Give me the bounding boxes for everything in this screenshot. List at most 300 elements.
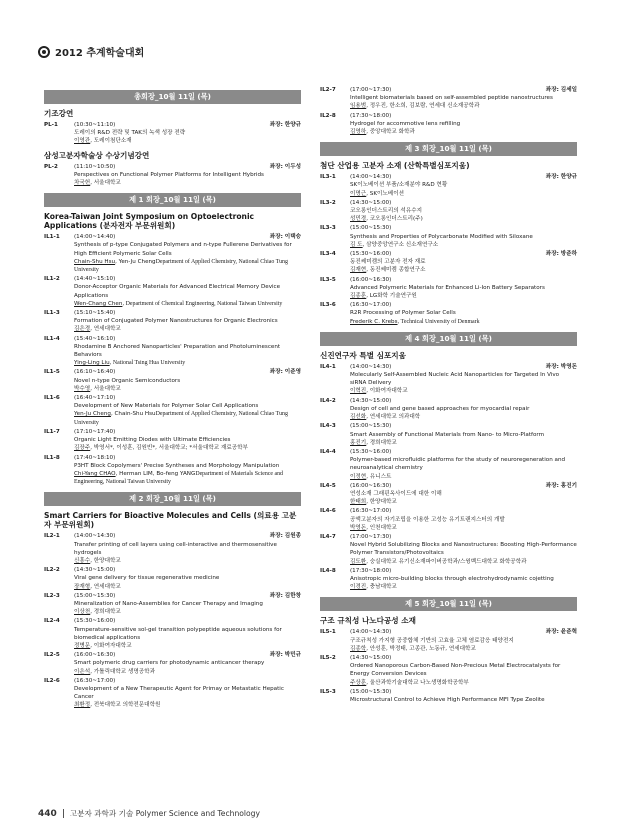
entry-time-line [350, 199, 577, 207]
program-entry [320, 199, 577, 224]
co-authors: , 경희대학교 [90, 609, 121, 616]
entry-time-line [74, 309, 301, 317]
entry-code: IL3-1 [320, 174, 336, 181]
entry-title: Design of cell and gene based approaches for myocardial repair [350, 405, 530, 412]
program-entry [44, 368, 301, 393]
entry-code: IL2-3 [44, 592, 60, 599]
entry-code: IL1-2 [44, 276, 60, 283]
entry-title: Synthesis and Properties of Polycarbonate Modified with Siloxane [350, 233, 533, 240]
entry-title: Formation of Conjugated Polymer Nanostructures for Organic Electronics [74, 318, 278, 325]
entry-code: IL2-7 [320, 87, 336, 93]
co-authors: , 도레이첨단소재 [90, 138, 132, 145]
presenter-name: 김도환 [350, 558, 367, 565]
co-authors: , 충남대학교 [366, 584, 397, 591]
entry-body [74, 121, 301, 146]
entry-time-line [74, 335, 301, 343]
entry-title: Donor-Acceptor Organic Materials for Advanced Electrical Memory Device Applications [74, 284, 281, 299]
entry-time-line [350, 567, 577, 575]
entry-code: IL4-3 [320, 423, 336, 430]
entry-authors [74, 583, 301, 591]
entry-time: (15:00~15:30) [350, 225, 392, 232]
entry-time: (14:40~15:10) [74, 276, 116, 283]
entry-authors [74, 557, 301, 565]
entry-code: IL4-6 [320, 508, 336, 515]
entry-time: (16:00~16:30) [350, 482, 392, 489]
entry-body [350, 173, 577, 198]
program-entry [320, 507, 577, 532]
entry-authors [74, 608, 301, 616]
entry-code: IL2-6 [44, 677, 60, 684]
presenter-name: 최환정 [74, 702, 91, 709]
presenter-name: 장재형 [74, 583, 91, 590]
entry-time: (16:40~17:10) [74, 395, 116, 402]
entry-body [350, 533, 577, 566]
entry-chair: 좌장: 김세일 [545, 87, 577, 93]
co-authors: , 안성훈, 박정태, 고종관, 노동규, 연세대학교 [366, 645, 476, 652]
entry-authors [350, 266, 577, 274]
entry-title: Hydrogel for accommotive lens refilling [350, 120, 461, 127]
entry-title: Smart polymeric drug carriers for photodynamic anticancer therapy [74, 660, 265, 667]
entry-time: (16:30~17:00) [74, 677, 116, 684]
entry-time: (17:30~18:00) [350, 567, 392, 574]
entry-time: (16:00~16:30) [74, 652, 116, 659]
program-entry [320, 533, 577, 566]
entry-body [74, 566, 301, 591]
program-entry [44, 617, 301, 650]
entry-time: (15:30~16:00) [74, 618, 116, 625]
entry-code: IL4-7 [320, 533, 336, 540]
entry-code: IL4-2 [320, 397, 336, 404]
entry-authors [350, 524, 577, 532]
entry-time: (17:10~17:40) [74, 428, 116, 435]
right-column [320, 86, 577, 705]
co-authors: , 숭실대학교 유기신소재파이버공학과/스윙벡드대학교 화학공학과 [366, 558, 527, 565]
entry-time-line [350, 533, 577, 541]
entry-time: (15:00~15:30) [350, 423, 392, 430]
co-authors: , Chain-Shu Hsu [110, 411, 156, 418]
entry-chair: 좌장: 김원종 [269, 533, 301, 540]
entry-time-line [74, 233, 301, 241]
entry-code: IL2-2 [44, 567, 60, 574]
co-authors: , SK이노베이션 [366, 190, 405, 197]
entry-time-line [74, 394, 301, 402]
entry-title: Perspectives on Functional Polymer Platforms for Intelligent Hybrids [74, 171, 264, 178]
program-entry [320, 567, 577, 592]
entry-code: IL1-6 [44, 395, 60, 402]
program-entry [320, 654, 577, 687]
entry-body [74, 335, 301, 368]
entry-chair: 좌장: 이택승 [269, 234, 301, 241]
co-authors: , 가톨릭대학교 생명공학과 [90, 668, 155, 675]
program-entry [320, 688, 577, 704]
section-title: Smart Carriers for Bioactive Molecules and Cells (의료용 고분자 부문위원회) [44, 511, 297, 530]
co-authors: , 전북대학교 의학전문대학원 [90, 702, 161, 709]
entry-body [350, 688, 577, 704]
entry-title: Development of a New Therapeutic Agent for Primay or Metastatic Hepatic Cancer [74, 685, 284, 701]
entry-code: IL1-7 [44, 428, 60, 435]
entry-body [74, 309, 301, 334]
entry-authors [74, 258, 301, 274]
entry-title: Organic Light Emitting Diodes with Ultimate Efficiencies [74, 437, 231, 444]
co-authors: , 연세대학교 [90, 583, 121, 590]
entry-title: SK이노베이션 부품/소재분야 R&D 현황 [350, 182, 448, 189]
presenter-name: 차국헌 [74, 180, 91, 187]
entry-title: 동진쎄미켐의 고분자 전자 재료 [350, 259, 426, 266]
program-entry [320, 173, 577, 198]
entry-time-line [74, 651, 301, 659]
program-entry [320, 422, 577, 447]
entry-authors [350, 679, 577, 687]
entry-title: Mineralization of Nano-Assemblies for Cancer Therapy and Imaging [74, 600, 263, 607]
program-entry [44, 428, 301, 453]
co-authors: , 경희대학교 [366, 439, 397, 446]
entry-authors [74, 300, 301, 308]
entry-time-line [350, 224, 577, 232]
presenter-name: 한태희 [350, 499, 367, 506]
entry-body [350, 482, 577, 507]
entry-time-line [350, 507, 577, 515]
entry-code: IL3-2 [320, 199, 336, 206]
entry-body [350, 301, 577, 326]
entry-body [350, 86, 577, 111]
co-authors: , 중앙대학교 화학과 [366, 129, 415, 136]
program-entry [320, 397, 577, 422]
program-entry [320, 276, 577, 301]
entry-title: 도레이의 R&D 전략 및 TAK의 녹색 성장 전략 [74, 130, 186, 137]
section-title: 기조강연 [44, 109, 74, 118]
page-footer [38, 808, 260, 819]
entry-authors [350, 498, 577, 506]
session-banner: 제 1 회장_10월 11일 (목) [44, 193, 301, 207]
entry-time: (14:00~14:30) [350, 629, 392, 636]
entry-body [74, 454, 301, 487]
entry-authors [74, 137, 301, 145]
affiliation: Department of Chemical Engineering, National Taiwan University [124, 300, 283, 307]
entry-authors [74, 410, 301, 426]
entry-title: Novel Hybrid Solubilizing Blocks and Nanostructures: Boosting High-Performance Polymer Transistors/Photovoltaics [350, 542, 577, 557]
entry-authors [350, 645, 577, 653]
presenter-name: Frederik C. Krebs [350, 318, 398, 325]
entry-code: IL3-6 [320, 302, 336, 309]
entry-time-line [350, 276, 577, 284]
co-authors: , 서울대학교 [90, 180, 121, 187]
entry-title: 구조규칙성 가지형 공중합체 기반의 고효율 고체 염료감응 태양전지 [350, 637, 514, 644]
entry-code: IL5-2 [320, 654, 336, 661]
entry-time: (17:00~17:30) [350, 87, 392, 93]
entry-title: Molecularly Self-Assembled Nucleic Acid Nanoparticles for Targeted In Vivo siRNA Delivery [350, 372, 560, 387]
entry-code: IL1-3 [44, 310, 60, 317]
section-title: 삼성고분자학술상 수상기념강연 [44, 150, 150, 160]
entry-authors [350, 318, 577, 326]
entry-body [350, 422, 577, 447]
session-banner: 제 3 회장_10월 11일 (목) [320, 142, 577, 156]
entry-time-line [74, 677, 301, 685]
entry-code: IL5-3 [320, 688, 336, 695]
entry-time-line [350, 250, 577, 258]
entry-body [74, 532, 301, 565]
section-title: 신진연구자 특별 심포지움 [320, 350, 406, 360]
presenter-name: 김선화 [350, 414, 367, 421]
entry-body [350, 276, 577, 301]
presenter-name: 이경진 [350, 584, 367, 591]
entry-title: Intelligent biomaterials based on self-assembled peptide nanostructures [350, 95, 553, 102]
presenter-name: 이혁진 [350, 388, 367, 395]
entry-authors [74, 701, 301, 709]
program-entry [44, 335, 301, 368]
entry-code: IL4-8 [320, 567, 336, 574]
entry-code: IL1-4 [44, 335, 60, 342]
entry-time: (14:30~15:00) [350, 397, 392, 404]
entry-title: Development of New Materials for Polymer Solar Cell Applications [74, 403, 259, 410]
program-entry [44, 566, 301, 591]
entry-body [350, 654, 577, 687]
entry-title: Temperature-sensitive sol-gel transition polypeptide aqueous solutions for biomedical applications [74, 626, 282, 641]
co-authors: , 한양대학교 [90, 557, 121, 564]
program-entry [44, 309, 301, 334]
entry-code: IL2-4 [44, 618, 60, 625]
entry-body [74, 394, 301, 427]
entry-time-line [74, 163, 301, 171]
entry-code: IL3-4 [320, 251, 336, 258]
entry-title: Smart Assembly of Functional Materials from Nano- to Micro-Platform [350, 431, 545, 438]
entry-code: PL-2 [44, 163, 58, 170]
presenter-name: 성민경 [350, 216, 367, 223]
program-entry [320, 482, 577, 507]
entry-time-line [74, 592, 301, 600]
entry-chair: 좌장: 김한창 [269, 592, 301, 599]
presenter-name: 임용범 [350, 103, 367, 110]
entry-body [74, 651, 301, 676]
session-banner: 제 4 회장_10월 11일 (목) [320, 332, 577, 346]
entry-time-line [350, 301, 577, 309]
co-authors: , Herman LIM, Bo-feng YANG [115, 470, 196, 477]
entry-authors [350, 241, 577, 249]
program-entry [320, 301, 577, 326]
entry-body [74, 428, 301, 453]
program-entry [44, 454, 301, 487]
co-authors: , [397, 318, 400, 325]
entry-time: (15:00~15:30) [74, 592, 116, 599]
entry-time: (17:40~18:10) [74, 454, 116, 461]
affiliation: Technical University of Denmark [399, 318, 480, 325]
entry-body [350, 363, 577, 396]
entry-code: IL1-1 [44, 234, 60, 241]
entry-title: 공액고분자의 자기조립을 이용한 고성능 유기트랜지스터의 개발 [350, 516, 505, 523]
entry-time: (16:30~17:00) [350, 508, 392, 515]
program-entry [44, 651, 301, 676]
presenter-name: 김종학 [350, 645, 367, 652]
program-entry [44, 233, 301, 274]
co-authors: , 이화여자대학교 [366, 388, 408, 395]
section-title: Korea-Taiwan Joint Symposium on Optoelectronic Applications (분자전자 부문위원회) [44, 212, 255, 231]
entry-time-line [350, 397, 577, 405]
entry-code: IL2-1 [44, 533, 60, 540]
entry-body [74, 233, 301, 274]
entry-authors [74, 325, 301, 333]
presenter-name: 정병문 [74, 642, 91, 649]
entry-body [350, 567, 577, 592]
presenter-name: 김장주 [74, 445, 91, 452]
circle-bullet-icon [38, 46, 50, 58]
session-banner: 제 5 회장_10월 11일 (목) [320, 597, 577, 611]
presenter-name: 김재현 [350, 267, 367, 274]
entry-time: (11:10~10:50) [74, 163, 116, 170]
presenter-name: 김영하 [350, 129, 367, 136]
program-entry [320, 628, 577, 653]
entry-authors [350, 413, 577, 421]
co-authors: , 한양대학교 [366, 499, 397, 506]
co-authors: , 삼양중앙연구소 신소재연구소 [362, 241, 439, 248]
entry-body [74, 163, 301, 188]
presenter-name: Chi-Yang CHAO [74, 470, 116, 477]
entry-code: IL1-5 [44, 369, 60, 376]
section-title: 구조 규칙성 나노다공성 소재 [320, 616, 416, 626]
entry-time-line [74, 454, 301, 462]
entry-time: (14:00~14:40) [74, 234, 116, 241]
entry-time: (17:00~17:30) [350, 533, 392, 540]
entry-body [350, 507, 577, 532]
program-entry [44, 163, 301, 188]
co-authors: , 연세대학교 의과대학 [366, 414, 421, 421]
entry-chair: 좌장: 방준하 [545, 251, 577, 258]
co-authors: , [109, 360, 112, 367]
entry-time-line [350, 448, 577, 456]
entry-chair: 좌장: 한양규 [545, 174, 577, 181]
entry-time-line [74, 566, 301, 574]
entry-title: Novel n-type Organic Semiconductors [74, 377, 181, 384]
entry-code: IL3-5 [320, 276, 336, 283]
affiliation: Department of Materials Science and Engineering, National Taiwan University [74, 470, 283, 486]
presenter-name: Yen-Ju Cheng [74, 411, 111, 418]
entry-body [350, 112, 577, 137]
affiliation: National Tsing Hua University [111, 360, 186, 367]
entry-body [350, 628, 577, 653]
program-entry [44, 592, 301, 617]
entry-authors [350, 473, 577, 481]
entry-body [350, 397, 577, 422]
co-authors: , [122, 300, 125, 307]
entry-code: IL3-3 [320, 225, 336, 232]
entry-chair: 좌장: 박영돈 [545, 363, 577, 370]
entry-time: (14:00~14:30) [74, 533, 116, 540]
program-entry [320, 224, 577, 249]
co-authors: , 코오롱인더스트리(주) [366, 216, 423, 223]
entry-title: Synthesis of p-type Conjugated Polymers and n-type Fullerene Derivatives for High Efficient Polymeric Solar Cells [74, 242, 292, 257]
entry-chair: 좌장: 이두성 [269, 163, 301, 170]
entry-authors [74, 385, 301, 393]
entry-title: 연성소재 그래핀옥사이드에 대한 이해 [350, 490, 442, 497]
entry-code: PL-1 [44, 122, 58, 128]
entry-title: R2R Processing of Polymer Solar Cells [350, 310, 456, 317]
entry-authors [74, 444, 301, 452]
co-authors: , 박영서*, 이성훈, 김원빈*, 서울대학교; *서울대학교 재료공학부 [90, 445, 248, 452]
entry-time: (14:00~14:30) [350, 363, 392, 370]
entry-authors [74, 179, 301, 187]
entry-title: Viral gene delivery for tissue regenerative medicine [74, 575, 220, 582]
entry-time: (15:30~16:00) [350, 251, 392, 258]
entry-code: IL4-1 [320, 363, 336, 370]
entry-time: (10:30~11:10) [74, 122, 116, 128]
entry-authors [350, 583, 577, 591]
entry-time: (14:30~15:00) [350, 199, 392, 206]
co-authors: , 서울대학교 [90, 385, 121, 392]
entry-body [74, 677, 301, 710]
entry-chair: 좌장: 윤준혁 [545, 629, 577, 636]
entry-time: (17:30~18:00) [350, 112, 392, 119]
co-authors: , LG화학 기술연구원 [366, 293, 417, 300]
entry-title: Rhodamine B Anchored Nanoparticles' Preparation and Photoluminescent Behaviors [74, 343, 281, 359]
co-authors: , 동진쎄미켐 종합연구소 [366, 267, 426, 274]
presenter-name: 이명근 [350, 190, 367, 197]
entry-authors [74, 642, 301, 650]
affiliation: Department of Applied Chemistry, National Chiao Tung University [74, 258, 288, 274]
entry-authors [74, 359, 301, 367]
entry-title: Microstructural Control to Achieve High Performance MFI Type Zeolite [350, 696, 545, 703]
entry-chair: 좌장: 박민규 [269, 652, 301, 659]
program-entry [44, 394, 301, 427]
entry-body [74, 368, 301, 393]
entry-body [350, 448, 577, 481]
presenter-name: 박수영 [74, 385, 91, 392]
entry-time: (16:10~16:40) [74, 369, 116, 376]
presenter-name: Chain-Shu Hsu [74, 258, 116, 265]
entry-time-line [74, 368, 301, 376]
co-authors: , 유니스트 [366, 473, 392, 480]
entry-time-line [74, 617, 301, 625]
co-authors: , 이화여자대학교 [90, 642, 132, 649]
co-authors: , 울산과학기술대학교 나노생명화학공학부 [366, 679, 469, 686]
presenter-name: 주상훈 [350, 679, 367, 686]
presenter-name: 김은경 [74, 326, 91, 333]
presenter-name: 홍진기 [350, 439, 367, 446]
entry-authors [350, 190, 577, 198]
entry-code: IL5-1 [320, 629, 336, 636]
program-entry [44, 121, 301, 146]
entry-title: Transfer printing of cell layers using cell-interactive and thermosensitive hydrogels [74, 541, 277, 556]
entry-chair: 좌장: 한양규 [269, 122, 301, 128]
entry-title: Ordered Nanoporous Carbon-Based Non-Precious Metal Electrocatalysts for Energy Conversion Devices [350, 663, 561, 678]
entry-authors [350, 439, 577, 447]
entry-time: (16:00~16:30) [350, 276, 392, 283]
entry-body [74, 592, 301, 617]
entry-time: (15:00~15:30) [350, 688, 392, 695]
entry-time: (14:30~15:00) [350, 654, 392, 661]
presenter-name: 김종훈 [350, 293, 367, 300]
entry-body [74, 275, 301, 308]
presenter-name: 이영관 [74, 138, 91, 145]
presenter-name: 김 도 [350, 241, 363, 248]
program-entry [320, 86, 577, 111]
entry-chair: 좌장: 홍진기 [545, 482, 577, 489]
entry-chair: 좌장: 이준영 [269, 369, 301, 376]
program-entry [320, 363, 577, 396]
co-authors: , 정우진, 한소희, 김보람, 연세대 신소재공학과 [366, 103, 480, 110]
footer-divider [63, 809, 64, 818]
left-column [44, 84, 301, 711]
presenter-name: Ying-Ling Liu [74, 360, 110, 367]
page-header-title: 2012 추계학술대회 [55, 48, 145, 59]
journal-title: 고분자 과학과 기술 Polymer Science and Technology [69, 809, 260, 818]
entry-body [350, 199, 577, 224]
entry-authors [74, 668, 301, 676]
entry-code: IL2-5 [44, 652, 60, 659]
entry-time: (15:30~16:00) [350, 448, 392, 455]
entry-title: 코오롱인더스트리의 석유수지 [350, 208, 423, 215]
session-banner: 제 2 회장_10월 11일 (목) [44, 492, 301, 506]
entry-time-line [350, 173, 577, 181]
entry-time-line [74, 275, 301, 283]
presenter-name: 이상천 [74, 609, 91, 616]
